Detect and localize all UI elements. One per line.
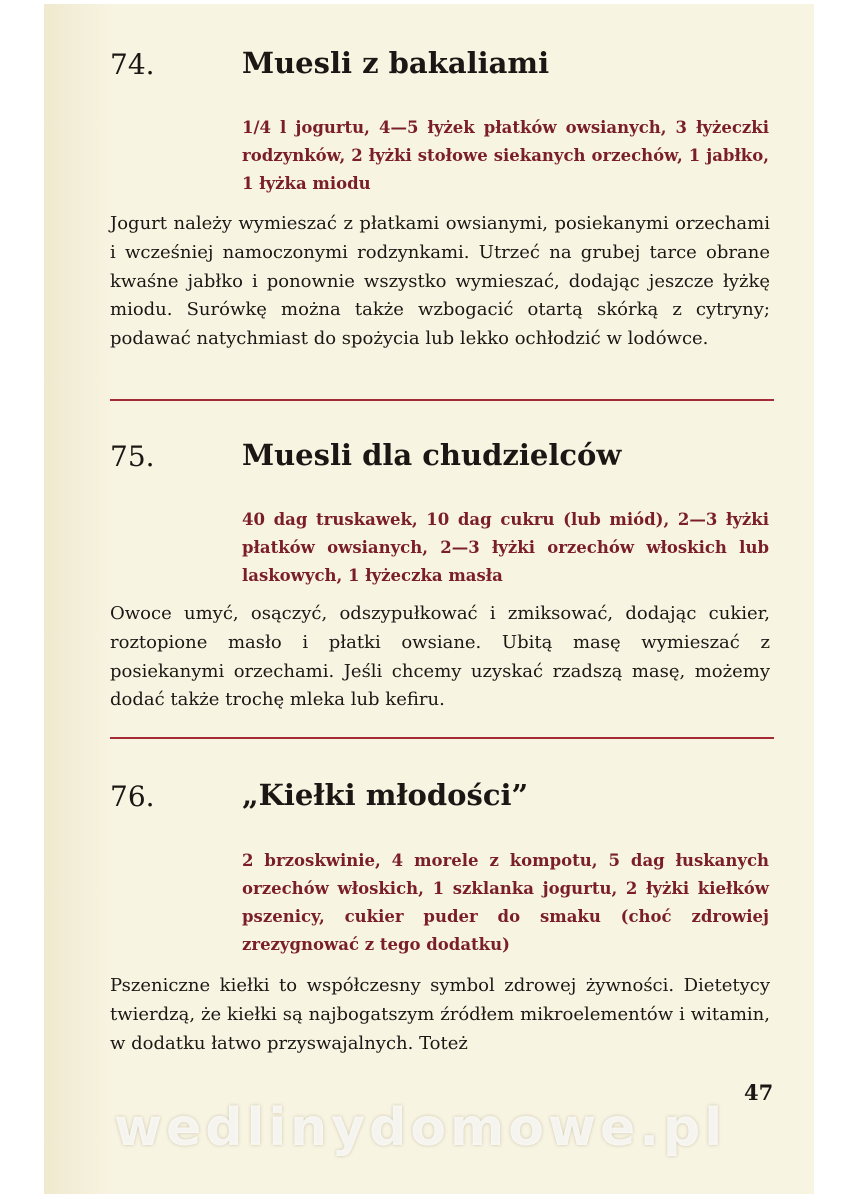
recipe-instructions: Owoce umyć, osączyć, odszypułkować i zmiksować, dodając cukier, roztopione masło i płatki owsiane. Ubitą masę wymieszać z posiekanymi orzechami. Jeśli chcemy uzyskać rzadszą masę, możemy dodać także trochę mleka lub kefiru. xyxy=(110,603,770,711)
recipe-instructions: Pszeniczne kiełki to współczesny symbol zdrowej żywności. Dietetycy twierdzą, że kiełki są najbogatszym źródłem mikroelementów i witamin, w dodatku łatwo przyswajalnych. Toteż xyxy=(110,975,770,1054)
recipe-number: 75. xyxy=(110,440,155,473)
recipe-title: Muesli z bakaliami xyxy=(242,46,550,80)
section-divider xyxy=(110,399,774,401)
recipe-ingredients: 2 brzoskwinie, 4 morele z kompotu, 5 dag łuskanych orzechów włoskich, 1 szklanka jogurtu, 2 łyżki kiełków pszenicy, cukier puder do smaku (choć zdrowiej zrezygnować z tego dodatku) xyxy=(242,851,769,954)
book-page xyxy=(44,4,814,1194)
recipe-ingredients: 40 dag truskawek, 10 dag cukru (lub miód), 2—3 łyżki płatków owsianych, 2—3 łyżki orzechów włoskich lub laskowych, 1 łyżeczka masła xyxy=(242,510,769,585)
recipe-title: Muesli dla chudzielców xyxy=(242,438,622,472)
recipe-instructions: Jogurt należy wymieszać z płatkami owsianymi, posiekanymi orzechami i wcześniej namoczonymi rodzynkami. Utrzeć na grubej tarce obrane kwaśne jabłko i ponownie wszystko wymieszać, dodając jeszcze łyżkę miodu. Surówkę można także wzbogacić otartą skórką z cytryny; podawać natychmiast do spożycia lub lekko ochłodzić w lodówce. xyxy=(110,213,770,350)
page-number: 47 xyxy=(744,1080,774,1105)
recipe-number: 76. xyxy=(110,780,155,813)
recipe-ingredients: 1/4 l jogurtu, 4—5 łyżek płatków owsianych, 3 łyżeczki rodzynków, 2 łyżki stołowe siekanych orzechów, 1 jabłko, 1 łyżka miodu xyxy=(242,118,769,193)
section-divider xyxy=(110,737,774,739)
recipe-number: 74. xyxy=(110,48,155,81)
watermark: wedlinydomowe.pl xyxy=(114,1098,727,1158)
recipe-title: „Kiełki młodości” xyxy=(242,778,529,812)
page-edge-shadow xyxy=(44,4,114,1194)
